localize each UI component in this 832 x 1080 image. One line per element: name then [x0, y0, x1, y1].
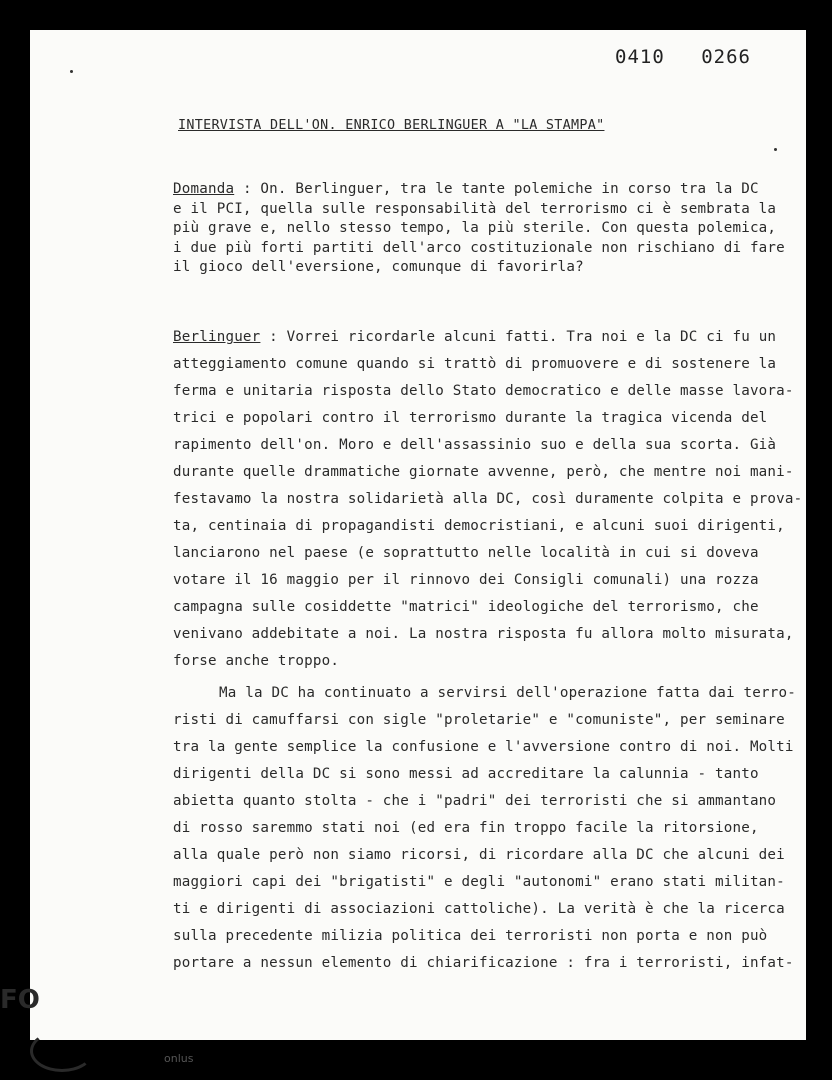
- text-line: trici e popolari contro il terrorismo durante la tragica vicenda del: [173, 410, 768, 426]
- text-line: durante quelle drammatiche giornate avvenne, però, che mentre noi mani-: [173, 464, 794, 480]
- text-line: forse anche troppo.: [173, 653, 340, 669]
- text-line: rapimento dell'on. Moro e dell'assassinio suo e della sua scorta. Già: [173, 437, 777, 453]
- text-line: alla quale però non siamo ricorsi, di ricordare alla DC che alcuni dei: [173, 847, 785, 863]
- speaker-label: Berlinguer: [173, 329, 261, 345]
- text-line: abietta quanto stolta - che i "padri" dei terroristi che si ammantano: [173, 793, 777, 809]
- text-line: votare il 16 maggio per il rinnovo dei Consigli comunali) una rozza: [173, 572, 759, 588]
- text-line: atteggiamento comune quando si trattò di promuovere e di sostenere la: [173, 356, 777, 372]
- watermark-onlus: onlus: [164, 1052, 194, 1065]
- text-line: i due più forti partiti dell'arco costituzionale non rischiano di fare: [173, 239, 785, 256]
- archive-codes: [615, 46, 775, 68]
- text-line: Ma la DC ha continuato a servirsi dell'operazione fatta dai terro-: [219, 685, 796, 701]
- text-line: il gioco dell'eversione, comunque di favorirla?: [173, 259, 584, 275]
- text-line: di rosso saremmo stati noi (ed era fin troppo facile la ritorsione,: [173, 820, 759, 836]
- text-line: festavamo la nostra solidarietà alla DC, così duramente colpita e prova-: [173, 491, 803, 507]
- text-line: maggiori capi dei "brigatisti" e degli "autonomi" erano stati militan-: [173, 874, 785, 890]
- answer-paragraph: [173, 324, 803, 675]
- question-paragraph: [173, 180, 785, 278]
- text-line: ta, centinaia di propagandisti democristiani, e alcuni suoi dirigenti,: [173, 518, 785, 534]
- text-line: risti di camuffarsi con sigle "proletarie" e "comuniste", per seminare: [173, 712, 785, 728]
- text-line: sulla precedente milizia politica dei terroristi non porta e non può: [173, 928, 768, 944]
- document-title: INTERVISTA DELL'ON. ENRICO BERLINGUER A "LA STAMPA": [178, 118, 605, 133]
- text-line: più grave e, nello stesso tempo, la più sterile. Con questa polemica,: [173, 220, 777, 236]
- watermark-logo: FO: [0, 985, 40, 1015]
- punch-hole-mark: [70, 70, 73, 73]
- text-line: venivano addebitate a noi. La nostra risposta fu allora molto misurata,: [173, 626, 794, 642]
- archive-code-1: 0410: [615, 46, 665, 68]
- text-line: e il PCI, quella sulle responsabilità del terrorismo ci è sembrata la: [173, 200, 777, 217]
- text-line: portare a nessun elemento di chiarificazione : fra i terroristi, infat-: [173, 955, 794, 971]
- text-line: lanciarono nel paese (e soprattutto nelle località in cui si doveva: [173, 545, 759, 561]
- text-line: dirigenti della DC si sono messi ad accreditare la calunnia - tanto: [173, 766, 759, 782]
- speaker-label: Domanda: [173, 181, 235, 197]
- text-line: tra la gente semplice la confusione e l'avversione contro di noi. Molti: [173, 739, 794, 755]
- text-line: Domanda : On. Berlinguer, tra le tante polemiche in corso tra la DC: [173, 181, 759, 197]
- document-page: [30, 30, 806, 1040]
- archive-code-2: 0266: [701, 46, 751, 68]
- text-line: Berlinguer : Vorrei ricordarle alcuni fatti. Tra noi e la DC ci fu un: [173, 329, 777, 345]
- punch-hole-mark: [774, 148, 777, 151]
- text-line: campagna sulle cosiddette "matrici" ideologiche del terrorismo, che: [173, 599, 759, 615]
- watermark-swoosh-icon: [30, 1030, 94, 1072]
- text-line: ferma e unitaria risposta dello Stato democratico e delle masse lavora-: [173, 383, 794, 399]
- text-line: ti e dirigenti di associazioni cattoliche). La verità è che la ricerca: [173, 901, 785, 917]
- answer-paragraph-2: [173, 680, 796, 977]
